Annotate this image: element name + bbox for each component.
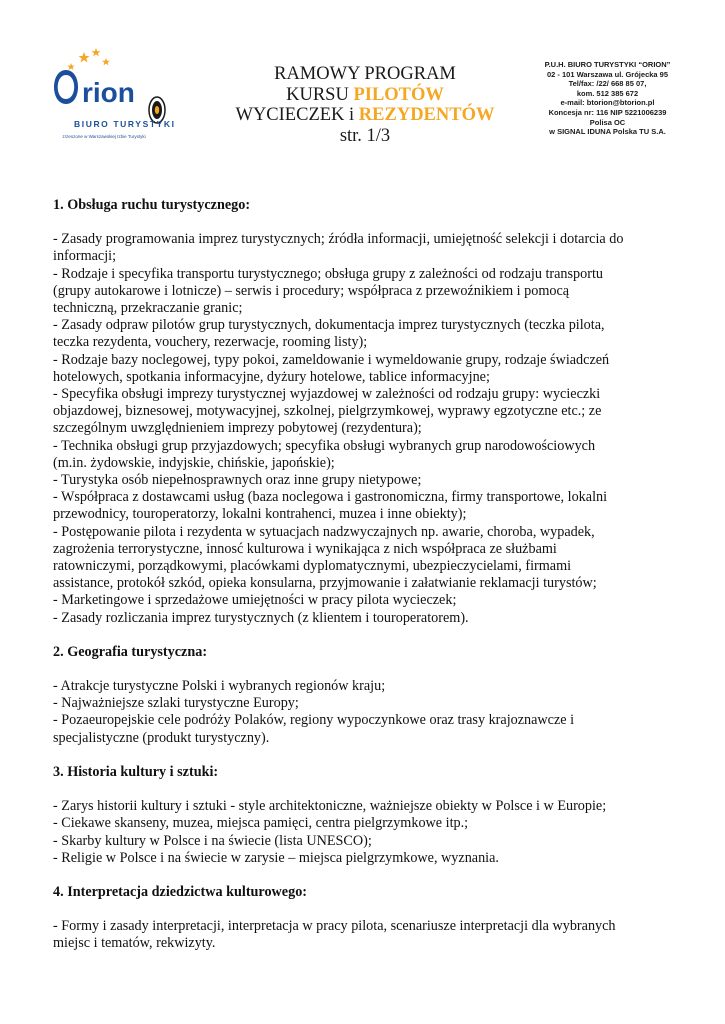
- orion-logo-icon: [44, 46, 194, 121]
- title-line-3-prefix: WYCIECZEK i: [235, 105, 359, 125]
- section-text-line: informacji;: [53, 248, 117, 265]
- section-text-line: hotelowych, spotkania informacyjne, dyżury hotelowe, tablice informacyjne;: [53, 368, 490, 385]
- section-text-line: - Zasady odpraw pilotów grup turystycznych, dokumentacja imprez turystycznych (teczka pilota,: [53, 317, 605, 334]
- company-line: Koncesja nr: 116 NIP 5221006239: [548, 107, 667, 117]
- title-highlight-pilots: PILOTÓW: [353, 84, 444, 105]
- section-text-line: techniczną, przekraczanie granic;: [53, 300, 243, 317]
- company-email: e-mail: btorion@btorion.pl: [560, 98, 655, 108]
- company-line: w SIGNAL IDUNA Polska TU S.A.: [549, 127, 666, 137]
- section-text-line: specjalistyczne (produkt turystyczny).: [53, 729, 270, 746]
- section-text-line: - Specyfika obsługi imprezy turystycznej wyjazdowej w zależności od rodzaju grupy: wycieczki: [53, 386, 601, 403]
- section-text-line: - Skarby kultury w Polsce i na świecie (lista UNESCO);: [53, 832, 372, 849]
- section-text-line: - Pozaeuropejskie cele podróży Polaków, regiony wypoczynkowe oraz trasy krajoznawcze i: [53, 712, 575, 729]
- orion-logo: [44, 46, 194, 151]
- section-text-line: - Atrakcje turystyczne Polski i wybranych regionów kraju;: [53, 678, 386, 695]
- section-text-line: - Rodzaje bazy noclegowej, typy pokoi, zameldowanie i wymeldowanie grupy, rodzaje świadczeń: [53, 351, 610, 368]
- section-text-line: objazdowej, biznesowej, motywacyjnej, szkolnej, pielgrzymkowej, wyprawy egzotyczne etc.; ze: [53, 403, 602, 420]
- title-line-2: [200, 85, 530, 106]
- section-text-line: ratowniczymi, porządkowymi, placówkami dyplomatycznymi, ubezpieczycielami, firmami: [53, 558, 572, 575]
- section-text-line: - Postępowanie pilota i rezydenta w sytuacjach nadzwyczajnych np. awarie, choroba, wypadek,: [53, 523, 595, 540]
- section-text-line: zagrożenia terrorystyczne, innosć kulturowa i wynikająca z nich współpraca ze służbami: [53, 540, 557, 557]
- company-line: kom. 512 385 672: [576, 88, 639, 98]
- section-text-line: (m.in. żydowskie, indyjskie, chińskie, japońskie);: [53, 454, 335, 471]
- section-text-line: szczególnym uwzględnieniem imprezy pobytowej (rezydentura);: [53, 420, 422, 437]
- logo-tagline: BIURO TURYSTYKI: [74, 119, 176, 129]
- company-line: P.U.H. BIURO TURYSTYKI “ORION”: [544, 60, 671, 69]
- logo-subtitle: zrzeszone w Warszawskiej Izbie Turystyki: [62, 134, 146, 139]
- section-text-line: przewodnicy, touroperatorzy, lokalni kontrahenci, muzea i inne obiekty);: [53, 506, 467, 523]
- section-text-line: - Zasady rozliczania imprez turystycznych (z klientem i touroperatorem).: [53, 609, 469, 626]
- section-text-line: - Współpraca z dostawcami usług (baza noclegowa i gastronomiczna, firmy transportowe, lokalni: [53, 489, 608, 506]
- section-text-line: - Marketingowe i sprzedażowe umiejętności w pracy pilota wycieczek;: [53, 592, 457, 609]
- section-text-line: - Najważniejsze szlaki turystyczne Europy;: [53, 695, 299, 712]
- section-text-line: - Technika obsługi grup przyjazdowych; specyfika obsługi wybranych grup narodowościowych: [53, 437, 596, 454]
- company-info: [520, 60, 695, 137]
- document-title: [200, 64, 530, 146]
- section-heading: 4. Interpretacja dziedzictwa kulturowego:: [53, 883, 308, 900]
- section-text-line: - Zasady programowania imprez turystycznych; źródła informacji, umiejętność selekcji i dotarcia do: [53, 231, 624, 248]
- section-text-line: teczka rezydenta, vouchery, rezerwacje, rooming listy);: [53, 334, 368, 351]
- section-text-line: - Formy i zasady interpretacji, interpretacja w pracy pilota, scenariusze interpretacji dla wybranych: [53, 918, 616, 935]
- section-heading: 2. Geografia turystyczna:: [53, 643, 208, 660]
- section-heading: 1. Obsługa ruchu turystycznego:: [53, 197, 251, 213]
- svg-text:rion: rion: [82, 77, 135, 108]
- title-highlight-residents: REZYDENTÓW: [358, 105, 495, 125]
- title-line-2-prefix: KURSU: [286, 84, 354, 105]
- section-text-line: (grupy autokarowe i lotnicze) – serwis i procedury; współpraca z przewoźnikiem i pomocą: [53, 282, 570, 299]
- company-line: Polisa OC: [589, 117, 626, 127]
- section-text-line: - Zarys historii kultury i sztuki - style architektoniczne, ważniejsze obiekty w Polsce i w Europie;: [53, 798, 607, 815]
- page-number: str. 1/3: [339, 125, 391, 146]
- title-line-3: [200, 105, 530, 126]
- section-text-line: - Turystyka osób niepełnosprawnych oraz inne grupy nietypowe;: [53, 472, 422, 489]
- company-line: Tel/fax: /22/ 668 85 07,: [568, 79, 647, 89]
- section-text-line: - Religie w Polsce i na świecie w zarysie – miejsca pielgrzymkowe, wyznania.: [53, 849, 499, 866]
- section-heading: 3. Historia kultury i sztuki:: [53, 763, 219, 780]
- section-text-line: - Rodzaje i specyfika transportu turystycznego; obsługa grupy z zależności od rodzaju transportu: [53, 265, 603, 282]
- section-text-line: miejsc i tematów, rekwizyty.: [53, 935, 216, 952]
- section-text-line: assistance, protokół szkód, opieka konsularna, przyjmowanie i załatwianie reklamacji turystów;: [53, 575, 597, 592]
- section-text-line: - Ciekawe skanseny, muzea, miejsca pamięci, centra pielgrzymkowe itp.;: [53, 815, 469, 832]
- title-line-1: RAMOWY PROGRAM: [274, 64, 456, 84]
- program-content: [53, 197, 678, 970]
- company-line: 02 - 101 Warszawa ul. Grójecka 95: [546, 69, 669, 79]
